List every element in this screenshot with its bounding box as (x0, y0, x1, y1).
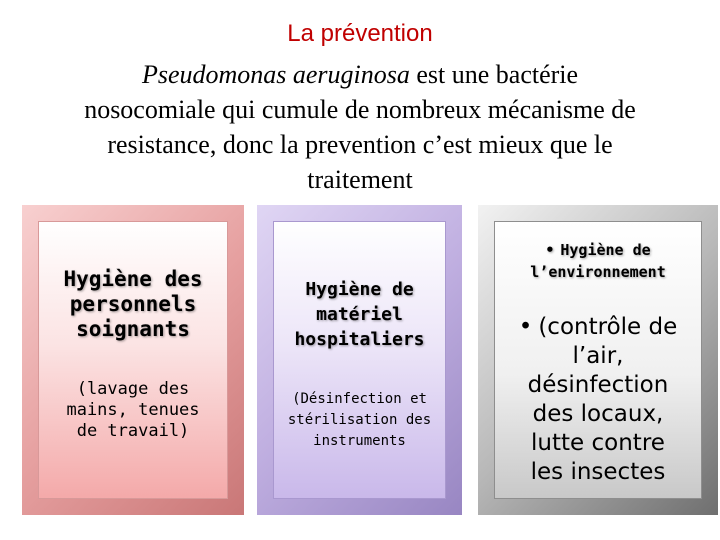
box-face (273, 221, 446, 499)
box-heading: • Hygiène de l’environnement (530, 241, 666, 281)
intro-line-1: Pseudomonas aeruginosa est une bactérie (141, 60, 579, 89)
species-name: Pseudomonas aeruginosa (141, 60, 410, 89)
box-detail: (lavage des mains, tenues de travail) (66, 379, 200, 441)
box-personnel-hygiene (22, 205, 244, 515)
bullet-icon: • (518, 314, 533, 340)
intro-line-2: nosocomiale qui cumule de nombreux mécanisme de (84, 95, 636, 124)
intro-line-4: traitement (307, 165, 413, 194)
box-detail: (Désinfection et stérilisation des instruments (287, 391, 432, 449)
intro-line-3: resistance, donc la prevention c’est mieux que le (107, 130, 613, 159)
slide-title: La prévention (287, 20, 433, 47)
box-environment-hygiene (478, 205, 718, 515)
box-face (38, 221, 228, 499)
box-heading: Hygiène des personnels soignants (63, 267, 203, 341)
bullet-icon: • (545, 241, 555, 259)
box-equipment-hygiene (257, 205, 462, 515)
intro-paragraph (30, 57, 690, 197)
box-detail: • (contrôle de l’air, désinfection des locaux, lutte contre les insectes (518, 314, 678, 485)
box-heading: Hygiène de matériel hospitaliers (294, 279, 425, 350)
box-face (494, 221, 702, 499)
